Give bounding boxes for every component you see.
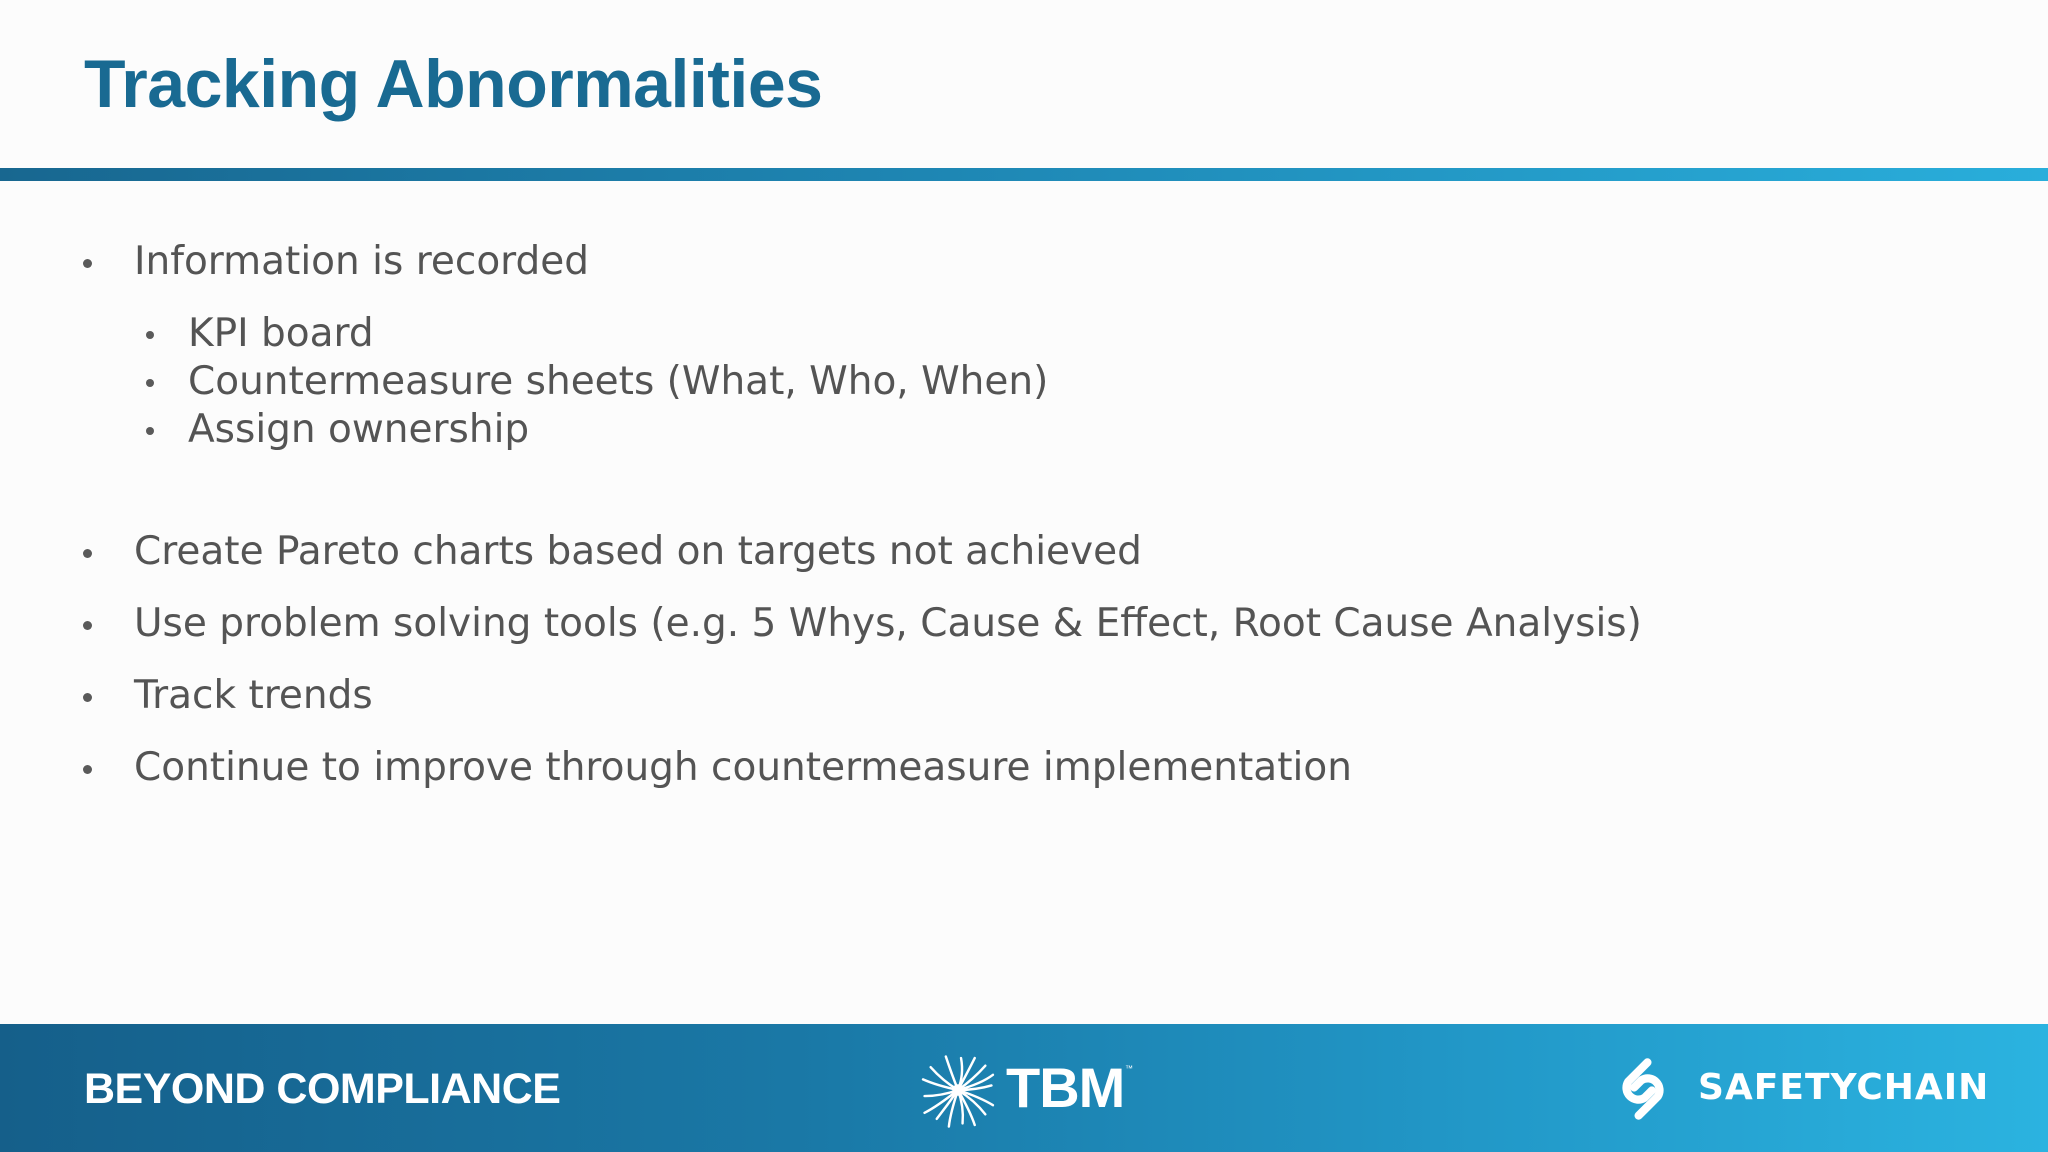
starburst-icon bbox=[920, 1052, 996, 1128]
bullet-text: Use problem solving tools (e.g. 5 Whys, Cause & Effect, Root Cause Analysis) bbox=[134, 601, 1642, 646]
bullet-dot bbox=[146, 427, 154, 435]
tbm-logo-text: TBM bbox=[1006, 1056, 1125, 1119]
bullet-text: KPI board bbox=[188, 311, 374, 356]
bullet-text: Track trends bbox=[134, 673, 373, 718]
footer-bar bbox=[0, 1024, 2048, 1152]
chain-link-icon bbox=[1606, 1052, 1680, 1126]
trademark-mark: ™ bbox=[1125, 1064, 1133, 1073]
bullet-dot bbox=[83, 693, 92, 702]
bullet-text: Information is recorded bbox=[134, 239, 590, 284]
safetychain-logo-text: SAFETYCHAIN bbox=[1698, 1067, 1990, 1108]
tbm-logo bbox=[920, 1050, 1140, 1130]
bullet-dot bbox=[83, 549, 92, 558]
bullet-text: Continue to improve through countermeasure implementation bbox=[134, 745, 1352, 790]
safetychain-logo bbox=[1606, 1050, 1990, 1126]
bullet-dot bbox=[83, 259, 92, 268]
bullet-text: Create Pareto charts based on targets not achieved bbox=[134, 529, 1142, 574]
bullet-dot bbox=[146, 379, 154, 387]
slide-title: Tracking Abnormalities bbox=[84, 46, 823, 122]
bullet-dot bbox=[83, 621, 92, 630]
bullet-dot bbox=[146, 331, 154, 339]
bullet-text: Countermeasure sheets (What, Who, When) bbox=[188, 359, 1049, 404]
title-divider bbox=[0, 168, 2048, 181]
bullet-dot bbox=[83, 765, 92, 774]
footer-tagline: BEYOND COMPLIANCE bbox=[84, 1065, 561, 1113]
bullet-text: Assign ownership bbox=[188, 407, 530, 452]
